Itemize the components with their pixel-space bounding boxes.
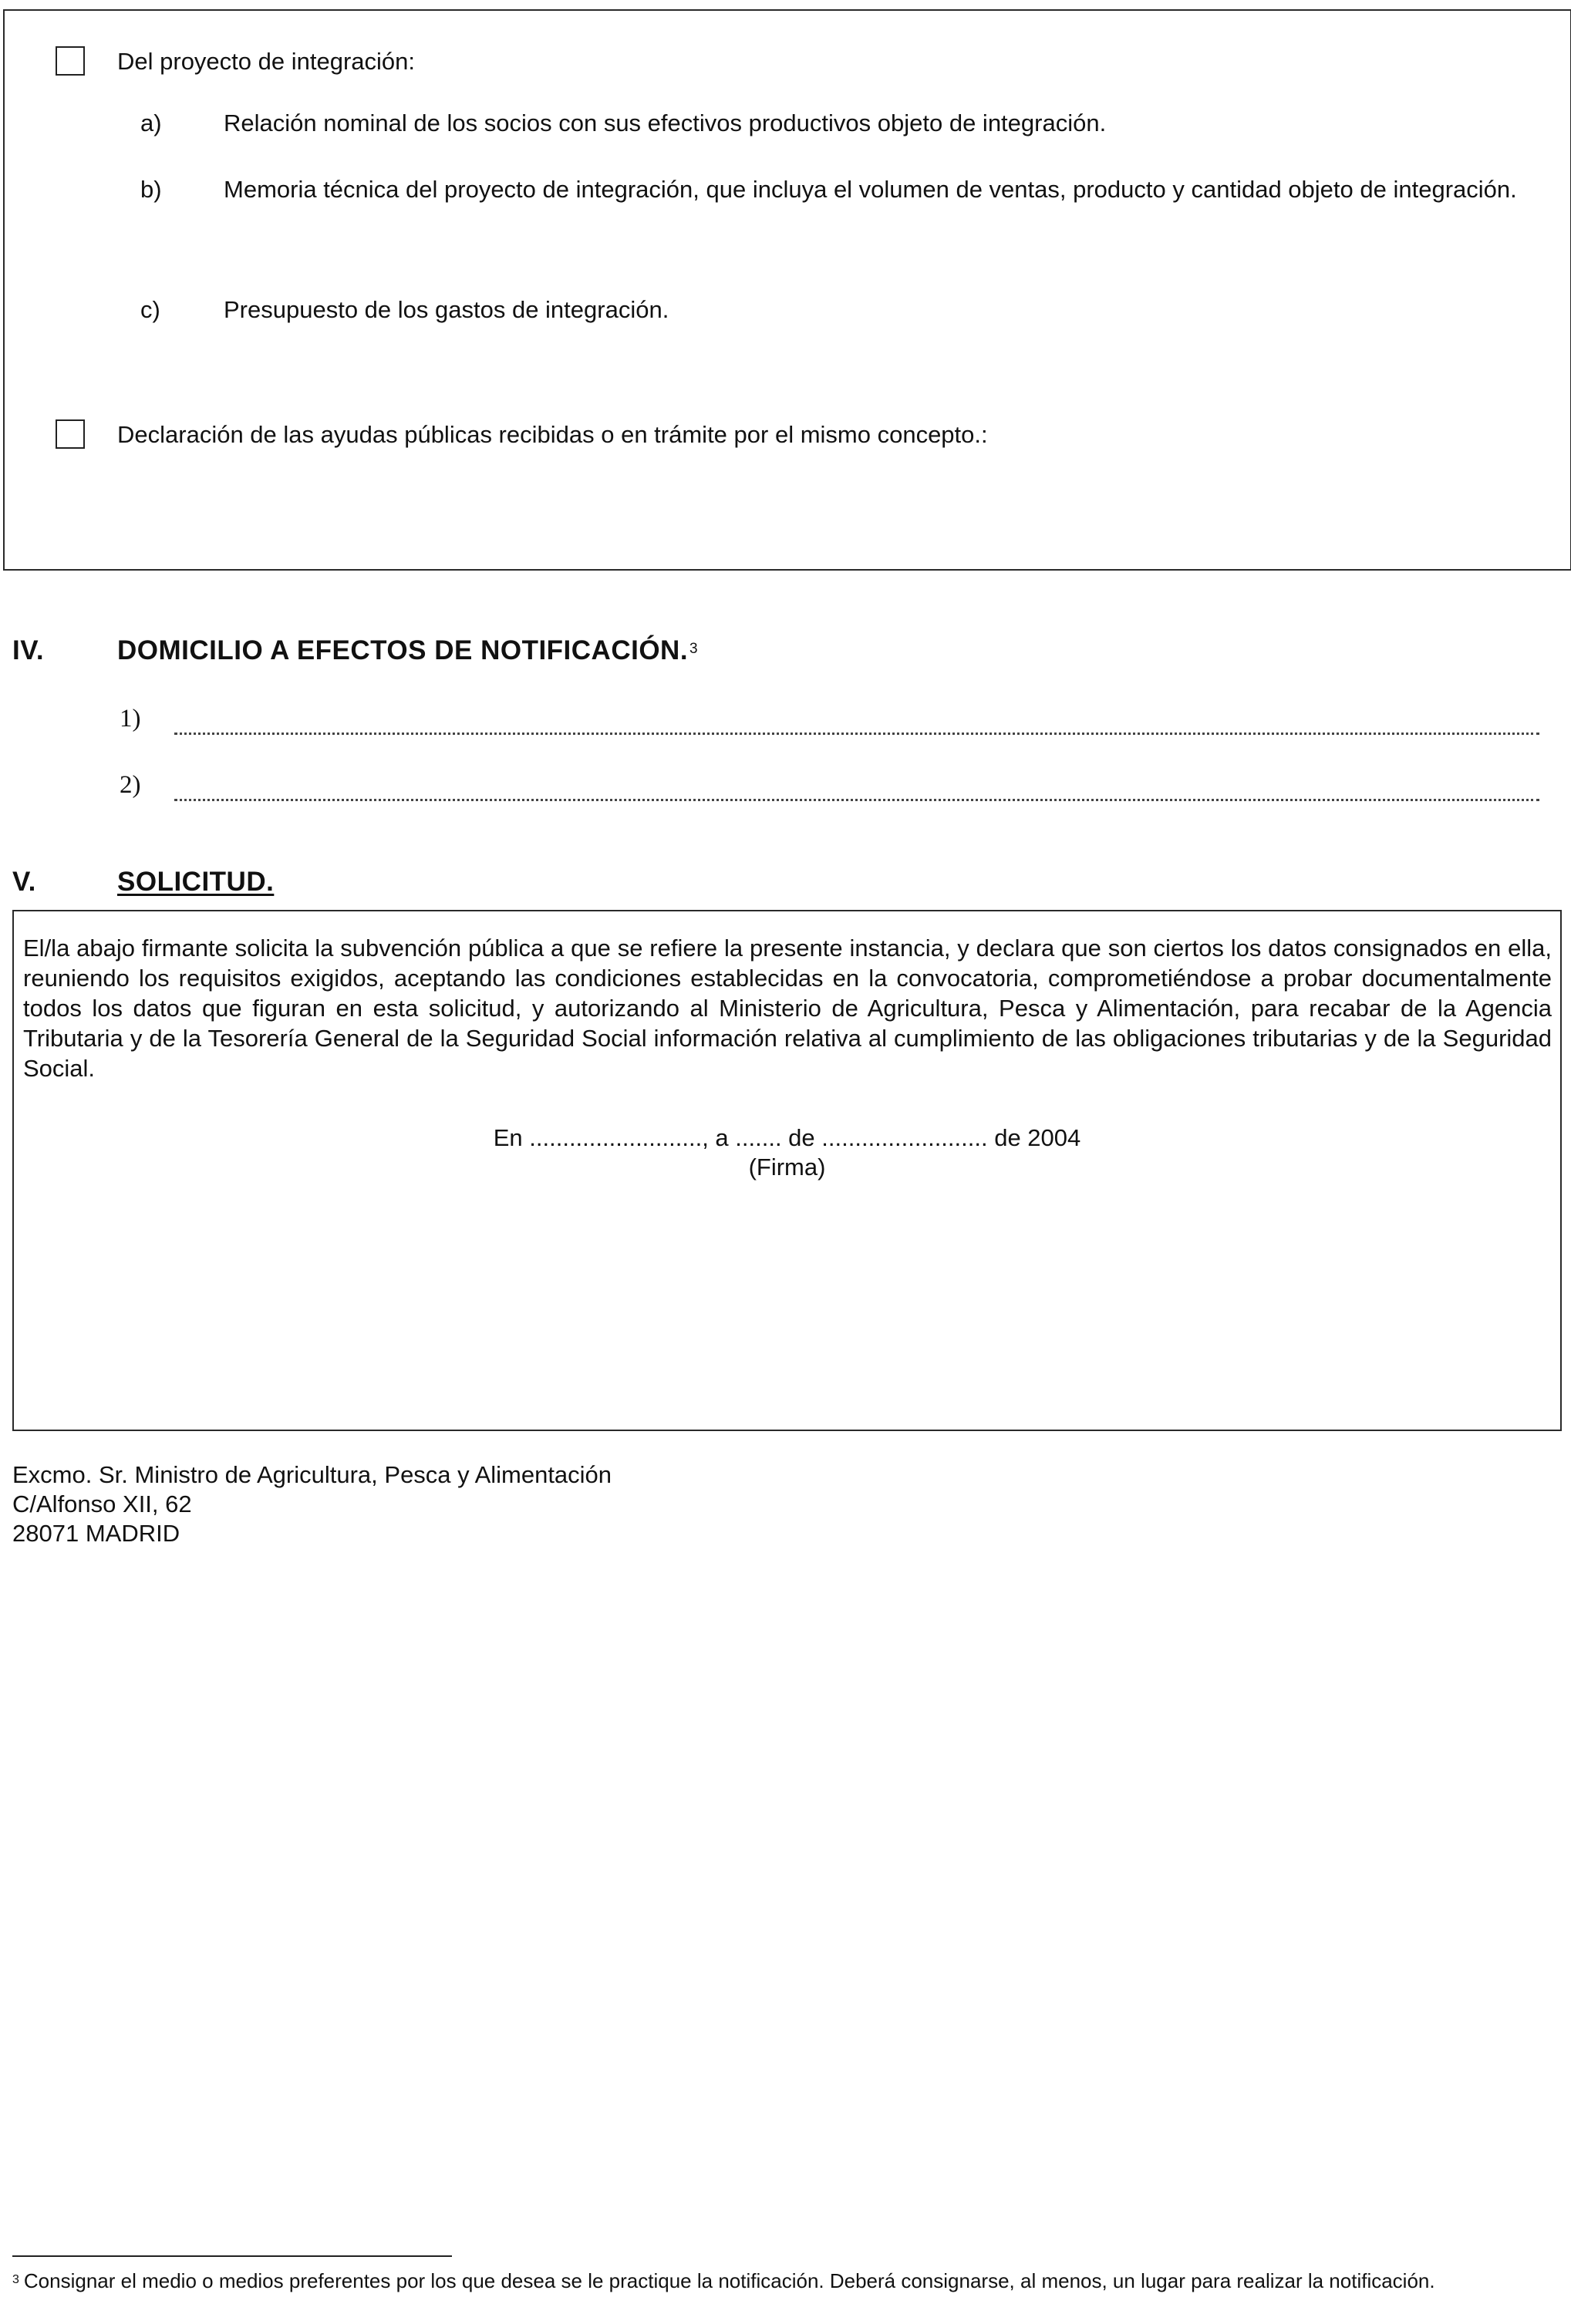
item-a-letter: a): [140, 109, 162, 136]
address-line-1-label: 1): [120, 705, 141, 733]
integration-project-label: Del proyecto de integración:: [117, 48, 416, 75]
place-date-line: En .........................., a ....... de ......................... de 2004: [493, 1124, 1081, 1151]
address-line-1-field[interactable]: [174, 733, 1539, 735]
item-c-text: Presupuesto de los gastos de integración.: [224, 296, 669, 323]
footnote-rule: [12, 2255, 452, 2257]
footnote-ref: 3: [689, 641, 699, 657]
address-city: 28071 MADRID: [12, 1520, 180, 1547]
public-aid-label: Declaración de las ayudas públicas recibidas o en trámite por el mismo concepto.:: [117, 421, 988, 448]
section-iv-title-text: DOMICILIO A EFECTOS DE NOTIFICACIÓN.: [117, 635, 689, 665]
section-v-number: V.: [12, 867, 36, 897]
footnote-number: 3: [12, 2273, 19, 2286]
documents-box: [3, 9, 1571, 571]
address-recipient: Excmo. Sr. Ministro de Agricultura, Pesca y Alimentación: [12, 1461, 612, 1488]
section-v-title: SOLICITUD.: [117, 867, 275, 897]
request-paragraph: El/la abajo firmante solicita la subvención pública a que se refiere la presente instancia, y declara que son ciertos los datos consignados en ella, reuniendo los requisitos exigidos, aceptando las condiciones establecidas en la convocatoria, comprometiéndose a probar documentalmente todos los datos que figuran en esta solicitud, y autorizando al Ministerio de Agricultura, Pesca y Alimentación, para recabar de la Agencia Tributaria y de la Tesorería General de la Seguridad Social información relativa al cumplimiento de las obligaciones tributarias y de la Seguridad Social.: [23, 935, 1552, 1082]
public-aid-checkbox[interactable]: [56, 419, 85, 449]
address-line-2-field[interactable]: [174, 799, 1539, 801]
footnote: [12, 2268, 1547, 2297]
item-b-letter: b): [140, 176, 162, 203]
address-line-2-label: 2): [120, 771, 141, 799]
section-iv-title: [117, 635, 698, 666]
integration-project-checkbox[interactable]: [56, 46, 85, 76]
item-b-text: Memoria técnica del proyecto de integración, que incluya el volumen de ventas, producto y cantidad objeto de integración.: [224, 176, 1517, 203]
item-a-text: Relación nominal de los socios con sus efectivos productivos objeto de integración.: [224, 109, 1107, 136]
section-iv-number: IV.: [12, 635, 45, 665]
address-street: C/Alfonso XII, 62: [12, 1490, 192, 1517]
signature-label: (Firma): [748, 1154, 826, 1181]
footnote-text: Consignar el medio o medios preferentes por los que desea se le practique la notificación. Deberá consignarse, al menos, un lugar para realizar la notificación.: [23, 2269, 1435, 2292]
item-c-letter: c): [140, 296, 160, 323]
